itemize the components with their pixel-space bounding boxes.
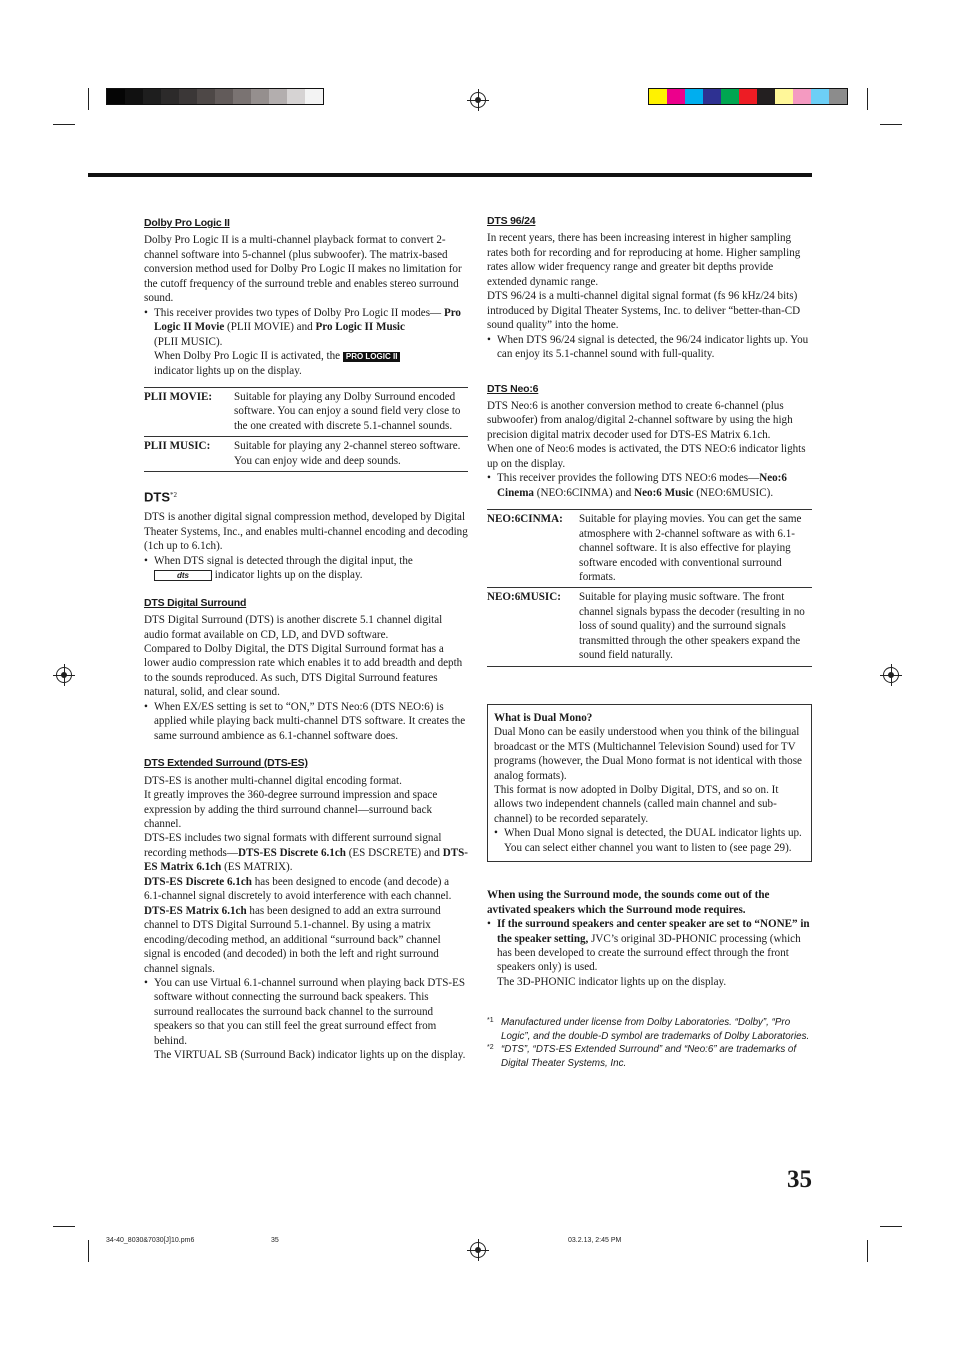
text: has been designed to add an extra surround channel to DTS Digital Surround 5.1-channel. By using a matrix encoding/decoding method, an additional “surround back” channel signal is encoded (and decoded) in both the left and right surround channel signals. — [144, 904, 441, 975]
footnotes — [487, 1016, 812, 1070]
crop-mark — [88, 1240, 89, 1262]
section-heading-dts-96-24: DTS 96/24 — [487, 215, 536, 227]
color-swatch — [125, 89, 143, 104]
text: (NEO:6MUSIC). — [693, 486, 774, 499]
text: (PLII MUSIC). — [154, 335, 223, 348]
text: When Dolby Pro Logic II is activated, the — [154, 350, 341, 363]
table-cell-value: Suitable for playing any 2-channel stereo software. You can enjoy wide and deep sounds. — [234, 437, 468, 472]
table-cell-value: Suitable for playing any Dolby Surround encoded software. You can enjoy a sound field very close to the one created with discrete 5.1-channel sounds. — [234, 387, 468, 436]
color-swatch — [775, 89, 793, 104]
slug-date: 03.2.13, 2:45 PM — [568, 1237, 622, 1244]
paragraph: In recent years, there has been increasing interest in higher sampling rates both for recording and for reproducing at home. Higher sampling rates allow wider frequency range and greater bit depths provide extended dynamic range. — [487, 232, 801, 288]
paragraph — [144, 831, 468, 874]
text: (ES MATRIX). — [221, 861, 293, 874]
crop-mark — [880, 1226, 902, 1227]
paragraph: Dolby Pro Logic II is a multi-channel playback format to convert 2-channel software into 5-channel (plus subwoofer). The matrix-based conversion method used for Dolby Pro Logic II makes no limitation for the cutoff frequency of the surround treble and enables stereo surround sound. — [144, 234, 462, 305]
paragraph: Dual Mono can be easily understood when you think of the bilingual broadcast or the MTS (Multichannel Television Sound) used for TV programs (however, the Dual Mono format is not identical with those analog formats). — [494, 726, 802, 782]
crop-mark — [880, 124, 902, 125]
paragraph: When using the Surround mode, the sounds come out of the avtivated speakers which the Surround mode requires. — [487, 889, 770, 916]
right-column — [487, 214, 812, 1070]
registration-mark-icon — [883, 667, 899, 683]
table-cell-key: PLII MUSIC: — [144, 437, 234, 472]
text-bold: If the surround speakers and center speaker are set to “NONE” in the speaker setting, — [497, 918, 810, 945]
color-swatch — [161, 89, 179, 104]
paragraph: DTS 96/24 is a multi-channel digital signal format (fs 96 kHz/24 bits) introduced by Digital Theater Systems, Inc. to deliver “better-than-CD sound quality” into the home. — [487, 290, 801, 332]
color-swatch — [215, 89, 233, 104]
text: has been designed to encode (and decode) a 6.1-channel signal discretely to avoid interference with each channel. — [144, 875, 452, 903]
paragraph: Compared to Dolby Digital, the DTS Digital Surround format has a lower audio compression rate which enables it to add breadth and depth to the sounds reproduced. As such, DTS Digital Surround features natural, solid, and clear sound. — [144, 643, 463, 699]
footnote-text: “DTS”, “DTS-ES Extended Surround” and “Neo:6” are trademarks of Digital Theater Systems, Inc. — [501, 1044, 797, 1069]
bullet-item — [144, 554, 468, 583]
section-heading-dolby-pro-logic: Dolby Pro Logic II — [144, 217, 230, 229]
note-title: What is Dual Mono? — [494, 711, 593, 724]
bullet-item — [487, 917, 812, 989]
text: You can use Virtual 6.1-channel surround when playing back DTS-ES software without connecting the surround back speakers. This surround reallocates the surround back channel to the surround speakers so that you can still feel the great surround effect from behind. — [154, 976, 466, 1047]
crop-mark — [88, 88, 89, 110]
left-column — [144, 216, 468, 1063]
dts-logo-icon: dts — [154, 570, 212, 581]
table-row — [487, 510, 812, 588]
paragraph: It greatly improves the 360-degree surround impression and space expression by adding the third surround channel—surround back channel. — [144, 789, 438, 830]
bullet-item — [487, 471, 812, 500]
text: JVC’s original 3D-PHONIC processing (which has been developed to create the surround effect through the front speakers only) is used. — [497, 932, 801, 974]
text: When DTS signal is detected through the digital input, the — [154, 554, 413, 567]
section-heading-dts-digital-surround: DTS Digital Surround — [144, 596, 247, 609]
color-swatch — [793, 89, 811, 104]
color-swatch — [721, 89, 739, 104]
color-swatch — [305, 89, 323, 104]
text: (ES DSCRETE) and — [345, 846, 443, 859]
text: indicator lights up on the display. — [154, 364, 302, 377]
color-swatch — [143, 89, 161, 104]
crop-mark — [53, 1226, 75, 1227]
section-heading-dts-extended-surround: DTS Extended Surround (DTS-ES) — [144, 757, 308, 770]
paragraph: DTS Digital Surround (DTS) is another discrete 5.1 channel digital audio format available on CD, LD, and DVD software. — [144, 614, 443, 641]
text-bold: DTS-ES Matrix 6.1ch — [144, 904, 247, 917]
color-swatch — [685, 89, 703, 104]
page-number: 35 — [787, 1166, 812, 1193]
text: The VIRTUAL SB (Surround Back) indicator lights up on the display. — [154, 1049, 466, 1062]
text: The 3D-PHONIC indicator lights up on the display. — [497, 975, 727, 988]
bullet-item: • When DTS 96/24 signal is detected, the 96/24 indicator lights up. You can enjoy its 5.1-channel sound with full-quality. — [487, 333, 812, 362]
table-cell-value: Suitable for playing music software. The front channel signals bypass the decoder (resulting in no loss of sound quality) and the surround signals transmitted through the other speakers expand the sound field naturally. — [579, 588, 812, 666]
registration-mark-icon — [470, 1242, 486, 1258]
color-swatch — [197, 89, 215, 104]
crop-mark — [867, 88, 868, 110]
slug-page: 35 — [271, 1237, 279, 1244]
text-bold: Pro Logic II Movie — [154, 306, 461, 334]
color-swatch — [251, 89, 269, 104]
section-heading-dts-neo6: DTS Neo:6 — [487, 382, 539, 395]
color-swatch — [829, 89, 847, 104]
text: This receiver provides two types of Dolby Pro Logic II modes— — [154, 306, 442, 319]
text: (NEO:6CINMA) and — [533, 486, 635, 499]
text: indicator lights up on the display. — [214, 569, 363, 582]
text-bold: DTS-ES Discrete 6.1ch — [237, 846, 346, 859]
text-bold: Neo:6 Music — [634, 486, 694, 499]
color-swatch — [811, 89, 829, 104]
pro-logic-mode-table — [144, 387, 468, 472]
text: DTS-ES includes two signal formats with different surround signal recording methods— — [144, 832, 442, 859]
bullet-item: • When EX/ES setting is set to “ON,” DTS Neo:6 (DTS NEO:6) is applied while playing back multi-channel DTS software. It creates the same surround ambience as 6.1-channel software does. — [144, 700, 468, 743]
paragraph: When one of Neo:6 modes is activated, the DTS NEO:6 indicator lights up on the display. — [487, 443, 806, 470]
footnote-text: Manufactured under license from Dolby Laboratories. “Dolby”, “Pro Logic”, and the double-D symbol are trademarks of Dolby Laboratories. — [501, 1017, 810, 1042]
paragraph: DTS is another digital signal compression method, developed by Digital Theater Systems, Inc., and enables multi-channel encoding and decoding (1ch up to 6.1ch). — [144, 511, 468, 553]
slug-filename: 34-40_8030&7030[J]10.pm6 — [106, 1237, 195, 1244]
text-bold: Neo:6 Cinema — [497, 472, 787, 499]
footnote — [487, 1043, 812, 1070]
color-swatch — [757, 89, 775, 104]
dts-heading-text: DTS — [144, 489, 170, 505]
bullet-item: • When Dual Mono signal is detected, the DUAL indicator lights up. You can select either channel you want to listen to (see page 29). — [494, 826, 805, 855]
table-cell-key: PLII MOVIE: — [144, 387, 234, 436]
color-swatch — [107, 89, 125, 104]
paragraph — [144, 904, 468, 976]
table-cell-key: NEO:6CINMA: — [487, 510, 579, 588]
color-swatch — [667, 89, 685, 104]
table-row — [144, 387, 468, 436]
pro-logic-logo-icon: PRO LOGIC II — [343, 352, 401, 362]
footnote-mark: *2 — [487, 1044, 494, 1052]
bullet-item — [144, 306, 468, 378]
text-bold: Pro Logic II Music — [315, 321, 405, 334]
bullet-item — [144, 976, 468, 1063]
color-bar — [648, 88, 848, 105]
table-cell-value: Suitable for playing movies. You can get the same atmosphere with 2-channel software as with 6.1-channel software. It is also effective for playing software encoded with conventional surround formats. — [579, 510, 812, 588]
registration-mark-icon — [470, 92, 486, 108]
color-swatch — [703, 89, 721, 104]
table-cell-key: NEO:6MUSIC: — [487, 588, 579, 666]
text-bold: DTS-ES Matrix 6.1ch — [144, 846, 468, 874]
table-row — [144, 437, 468, 472]
crop-mark — [867, 1240, 868, 1262]
paragraph: DTS Neo:6 is another conversion method to create 6-channel (plus subwoofer) from analog/digital 2-channel software by using the high precision digital matrix decoder used for DTS-ES Matrix 6.1ch. — [487, 399, 793, 441]
registration-mark-icon — [56, 667, 72, 683]
dual-mono-note-box — [487, 704, 812, 863]
color-swatch — [269, 89, 287, 104]
paragraph — [144, 875, 468, 904]
text-bold: DTS-ES Discrete 6.1ch — [144, 875, 252, 888]
color-swatch — [287, 89, 305, 104]
footnote-ref: *2 — [170, 491, 177, 500]
footnote — [487, 1016, 812, 1043]
color-swatch — [233, 89, 251, 104]
table-row — [487, 588, 812, 666]
paragraph: This format is now adopted in Dolby Digital, DTS, and so on. It allows two independent channels (called main channel and sub-channel) to be recorded separately. — [494, 783, 779, 825]
color-swatch — [179, 89, 197, 104]
neo6-mode-table — [487, 509, 812, 667]
color-swatch — [649, 89, 667, 104]
footnote-mark: *1 — [487, 1017, 494, 1025]
text: This receiver provides the following DTS NEO:6 modes— — [497, 472, 760, 485]
text: (PLII MOVIE) and — [224, 321, 316, 334]
grayscale-bar — [106, 88, 324, 105]
color-swatch — [739, 89, 757, 104]
dts-heading — [144, 488, 468, 506]
paragraph: DTS-ES is another multi-channel digital encoding format. — [144, 774, 402, 787]
header-rule — [88, 173, 812, 177]
crop-mark — [53, 124, 75, 125]
